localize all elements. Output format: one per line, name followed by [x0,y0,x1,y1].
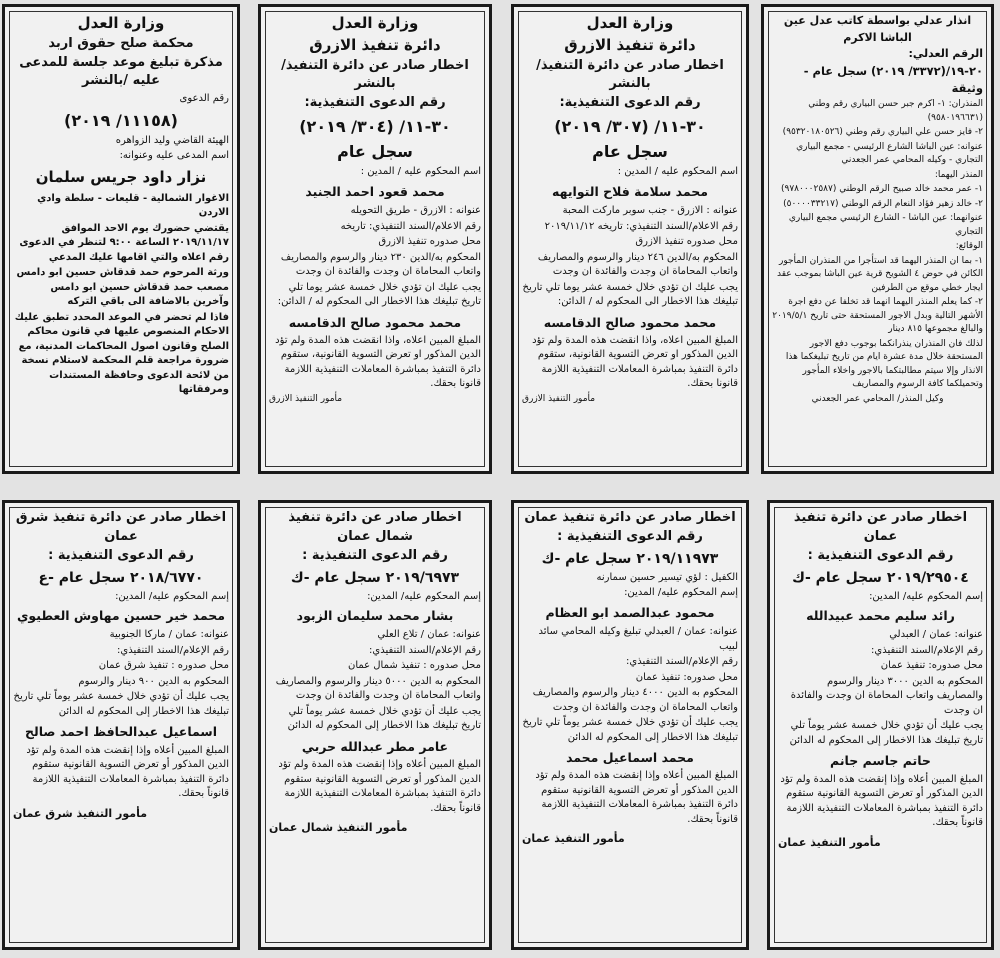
notice-title: انذار عدلي بواسطة كاتب عدل عين الباشا الاكرم [783,14,972,44]
line: عنوانهما: عين الباشا - الشارع الرئيسي مجمع البياري التجاري [788,213,983,237]
heading: اخطار صادر عن دائرة التنفيذ/بالنشر [536,57,724,92]
debtor-label: إسم المحكوم عليه/ المدين: [624,587,738,599]
notice-number: رقم الإعلام/السند التنفيذي: [117,644,229,656]
debtor-label: إسم المحكوم عليه/ المدين: [115,590,229,602]
notice-date: رقم الاعلام/السند التنفيذي: تاريخه [340,220,481,232]
heading: اخطار صادر عن دائرة تنفيذ شرق عمان [15,510,227,544]
officer: مأمور التنفيذ عمان [522,832,625,846]
warning: يجب عليك ان تؤدي خلال خمسة عشر يوما تلي تاريخ تبليغك هذا الاخطار الى المحكوم له / الدائن: [522,281,738,308]
line: المنذر اليهما: [934,169,983,180]
officer: مأمور التنفيذ عمان [778,835,881,849]
body: المبلغ المبين اعلاه، واذا انقضت هذه المدة ولم تؤد الدين المذكور او تعرض التسوية القانونية، ستقوم دائرة التنفيذ بمباشرة المعاملات التنفيذية اللازمة قانونا بحقك. [275,334,481,390]
address: عنوانه : الازرق - جنب سوبر ماركت المحبة [562,205,738,217]
body: المبلغ المبين أعلاه وإذا إنقضت هذه المدة ولم تؤد الدين المذكور أو تعرض التسوية القانونية ستقوم دائرة التنفيذ بمباشرة المعاملات التنفيذية اللازمة قانوناً بحقك. [780,773,983,829]
case-label: رقم الدعوى التنفيذية : [807,547,954,563]
heading: اخطار صادر عن دائرة تنفيذ شمال عمان [288,510,462,544]
amount: المحكوم به الدين ٤٠٠٠ دينار والرسوم والمصاريف واتعاب المحاماة ان وجدت والفائدة ان وجدت [532,687,738,713]
warning: يجب عليك أن تؤدي خلال خمسة عشر يوماً تلي تاريخ تبليغك هذا الاخطار إلى المحكوم له الدائن [13,691,229,717]
address: عنوانه: عمان / العبدلي [889,629,983,641]
notice-azraq-304 [258,4,492,474]
line: ٢- كما يعلم المنذر اليهما انهما قد تخلفا عن دفع اجرة الأشهر التالية وبدل الاجور المستحقة حتى تاريخ ٢٠١٩/٥/١ والبالغ مجموعها ٨١٥ دينار [772,297,983,334]
body: المبلغ المبين اعلاه، واذا انقضت هذه المدة ولم تؤد الدين المذكور او تعرض التسوية القانونية، ستقوم دائرة التنفيذ بمباشرة المعاملات التنفيذية اللازمة قانونا بحقك. [532,334,738,390]
notice-azraq-307 [511,4,749,474]
debtor-label: إسم المحكوم عليه/ المدين: [869,590,983,602]
creditor-name: حاتم جاسم جانم [830,753,931,769]
issuer: محل صدوره : تنفيذ شرق عمان [98,660,229,672]
debtor-label: إسم المحكوم عليه/ المدين: [367,590,481,602]
notice-irbid-court [2,4,240,474]
officer: مأمور التنفيذ شمال عمان [269,821,408,835]
notice-north-amman-6973 [258,500,492,950]
case-label: رقم الدعوى [179,93,229,105]
address: عنوانه: عمان / العبدلي تبليغ وكيله المحامي سائد لبيب [538,626,738,652]
case-number: (١١١٥٨/ ٢٠١٩) [64,110,178,130]
debtor-name: محمد قعود احمد الجنيد [305,183,445,199]
department: دائرة تنفيذ الازرق [564,35,696,54]
issuer: محل صدوره : تنفيذ شمال عمان [347,660,481,672]
issuer: محل صدوره: تنفيذ عمان [635,671,738,683]
line: لذلك فان المنذران ينذرانكما بوجوب دفع الاجور المستحقة خلال مدة عشرة ايام من تاريخ تبليغكما هذا الانذار وإلا سيتم مطالبتكما بالاجور واخلاء المأجور وتحميلكما كافة الرسوم والمصاريف [785,338,983,389]
debtor-name: محمود عبدالصمد ابو العظام [545,604,715,620]
warning: فاذا لم تحضر في الموعد المحدد تطبق عليك الاحكام المنصوص عليها في قانون محاكم الصلح وقانون اصول المحاكمات المدنية، مع ضرورة مراجعة قلم المحكمة لاستلام نسخة من لائحة الدعوى وحافظة المستندات ومرفقاتها [14,311,229,396]
signature: وكيل المنذر/ المحامي عمر الجعدني [811,393,944,404]
court: محل صدوره تنفيذ الازرق [635,236,738,248]
heading: اخطار صادر عن دائرة تنفيذ عمان [524,510,736,525]
warning: يجب عليك أن تؤدي خلال خمسة عشر يوماً تلي تاريخ تبليغك هذا الاخطار إلى المحكوم له الدائن [789,720,983,746]
notice-number: رقم الإعلام/السند التنفيذي: [369,644,481,656]
amount: المحكوم به/الدين ٢٤٦ دينار والرسوم والمصاريف واتعاب المحاماة ان وجدت والفائدة ان وجدت [537,251,738,278]
case-number: ٣٠-١١/ (٣٠٧/ ٢٠١٩) [554,117,706,137]
case-number: ٢٠١٩/٦٩٧٣ سجل عام -ك [290,569,460,586]
notice-number: رقم الإعلام/السند التنفيذي: [871,644,983,656]
amount: المحكوم به الدين ٣٠٠٠ دينار والرسوم والمصاريف واتعاب المحاماة ان وجدت والفائدة ان وجدت [790,675,983,716]
debtor-name: بشار محمد سليمان الزبود [296,608,454,624]
body: المبلغ المبين أعلاه وإذا إنقضت هذه المدة ولم تؤد الدين المذكور أو تعرض التسوية القانونية ستقوم دائرة التنفيذ بمباشرة المعاملات التنفيذية اللازمة قانوناً بحقك. [278,759,481,814]
line: ٢- خالد زهير فؤاد النعام الرقم الوطني (٥٠٠٠٠٣٣٢١٧) [783,198,983,209]
debtor-name: محمد خير حسين مهاوش العطيوي [16,608,226,624]
case-number: ٢٠١٨/٦٧٧٠ سجل عام -ع [38,569,204,586]
warning: يجب عليك أن تؤدي خلال خمسة عشر يوماً تلي تاريخ تبليغك هذا الاخطار إلى المحكوم له الدائن [522,717,738,743]
officer: مأمور التنفيذ الازرق [269,393,343,404]
case-label: رقم الدعوى التنفيذية: [304,95,446,111]
defendant-label: اسم المدعى عليه وعنوانه: [119,150,229,162]
debtor-name: رائد سليم محمد عبيدالله [806,608,955,624]
heading: اخطار صادر عن دائرة التنفيذ/بالنشر [281,57,469,92]
hearing: يقتضي حضورك يوم الاحد الموافق ٢٠١٩/١١/١٧ الساعة ٩:٠٠ لتنظر في الدعوى رقم اعلاه والتي اقامها عليك المدعي [19,222,229,263]
debtor-label: اسم المحكوم عليه / المدين : [617,166,738,178]
court-name: محكمة صلح حقوق اربد [48,35,194,51]
ministry: وزارة العدل [586,14,674,32]
officer: مأمور التنفيذ شرق عمان [13,806,148,820]
line: الوقائع: [955,241,983,251]
creditor-name: محمد محمود صالح الدقامسه [288,314,462,330]
registry: سجل عام [337,142,413,162]
heading: اخطار صادر عن دائرة تنفيذ عمان [793,510,968,544]
amount: المحكوم به الدين ٥٠٠٠ دينار والرسوم والمصاريف واتعاب المحاماة ان وجدت والفائدة ان وجدت [275,675,481,702]
creditor-name: اسماعيل عبدالحافظ احمد صالح [25,724,217,740]
panel: الهيئة القاضي وليد الزواهره [115,134,229,146]
notice-number: رقم الإعلام/السند التنفيذي: [626,656,738,668]
address: الاغوار الشمالية - قليعات - سلطة وادي الاردن [37,192,229,219]
warning: يجب عليك ان تؤدي خلال خمسة عشر يوما تلي تاريخ تبليغك هذا الاخطار الى المحكوم له / الدائن: [277,281,481,308]
debtor-name: محمد سلامة فلاح التوايهه [552,183,708,199]
case-number: ٢٠١٩/١١٩٧٣ سجل عام -ك [541,550,719,567]
body: المبلغ المبين أعلاه وإذا إنقضت هذه المدة ولم تؤد الدين المذكور أو تعرض التسوية القانونية ستقوم دائرة التنفيذ بمباشرة المعاملات التنفيذية اللازمة قانوناً بحقك. [535,770,738,825]
amount: المحكوم به الدين ٩٠٠ دينار والرسوم [78,675,229,687]
issuer: محل صدوره: تنفيذ عمان [880,660,983,672]
court: محل صدوره تنفيذ الازرق [378,236,481,248]
line: ٢- فايز حسن علي البياري رقم وطني (٩٥٣٢٠١٨٠٥٢٦) [782,127,983,137]
amount: المحكوم به/الدين ٢٣٠ دينار والرسوم والمصاريف واتعاب المحاماة ان وجدت والفائدة ان وجدت [280,251,481,278]
notice-amman-11973 [511,500,749,950]
guarantor: الكفيل : لؤي تيسير حسين سمارنه [596,571,738,583]
officer: مأمور التنفيذ الازرق [522,393,596,404]
notice-amman-29504 [767,500,994,950]
case-number: ٣٠-١١/ (٣٠٤/ ٢٠١٩) [299,117,451,137]
address: عنوانه: عمان / تلاع العلي [377,629,481,641]
ministry: وزارة العدل [331,14,419,32]
address: عنوانه: عمان / ماركا الجنوبية [109,629,229,641]
debtor-label: اسم المحكوم عليه / المدين : [360,166,481,178]
registry: سجل عام [592,142,668,162]
case-number: ٢٠١٩/٢٩٥٠٤ سجل عام -ك [792,569,969,586]
case-label: رقم الدعوى التنفيذية: [559,95,701,111]
creditor-name: محمد محمود صالح الدقامسه [543,314,717,330]
warning: يجب عليك أن تؤدي خلال خمسة عشر يوماً تلي تاريخ تبليغك هذا الاخطار إلى المحكوم له الدائن [287,705,481,732]
case-label: رقم الدعوى التنفيذية : [557,528,703,544]
notice-legal-warning [761,4,994,474]
ref-label: الرقم العدلي: [908,47,983,60]
notice-date: رقم الاعلام/السند التنفيذي: تاريخه ٢٠١٩/١١/١٢ [544,220,738,232]
creditor-name: محمد اسماعيل محمد [566,750,694,766]
line: المنذران: ١- اكرم جبر حسن البياري رقم وطني (٩٥٨٠١٩٦٦٣١) [808,99,983,123]
plaintiff: ورثة المرحوم حمد قدقاش حسين ابو دامس مصعب حمد قدقاش حسين ابو دامس وآخرين بالاضافة الى باقي التركه [16,267,229,308]
heading: مذكرة تبليغ موعد جلسة للمدعى عليه /بالنشر [19,54,223,89]
ref-number: ٢٠-١٩/(٣٣٧٢/ ٢٠١٩) سجل عام - وثيقة [803,63,983,95]
line: ١- عمر محمد خالد صبيح الرقم الوطني (٩٧٨٠٠٠٢٥٨٧) [780,184,983,194]
body: المبلغ المبين أعلاه وإذا إنقضت هذه المدة ولم تؤد الدين المذكور أو تعرض التسوية القانونية ستقوم دائرة التنفيذ بمباشرة المعاملات التنفيذية اللازمة قانوناً بحقك. [26,744,229,800]
notice-east-amman-6770 [2,500,240,950]
case-label: رقم الدعوى التنفيذية : [302,547,448,563]
line: عنوانه: عين الباشا الشارع الرئيسي - مجمع البياري التجاري - وكيله المحامي عمر الجعدني [796,141,983,165]
line: ١- بما ان المنذر اليهما قد استأجرا من المنذران المأجور الكائن في حوض ٤ الشويخ قرية عين الباشا بموجب عقد ايجار خطي موقع من الطرفين [777,255,983,293]
creditor-name: عامر مطر عبدالله حربي [301,738,449,754]
case-label: رقم الدعوى التنفيذية : [48,547,194,563]
ministry: وزارة العدل [77,14,165,32]
address: عنوانه : الازرق - طريق التحويله [350,205,481,217]
department: دائرة تنفيذ الازرق [309,35,441,54]
defendant-name: نزار داود جريس سلمان [35,167,207,186]
